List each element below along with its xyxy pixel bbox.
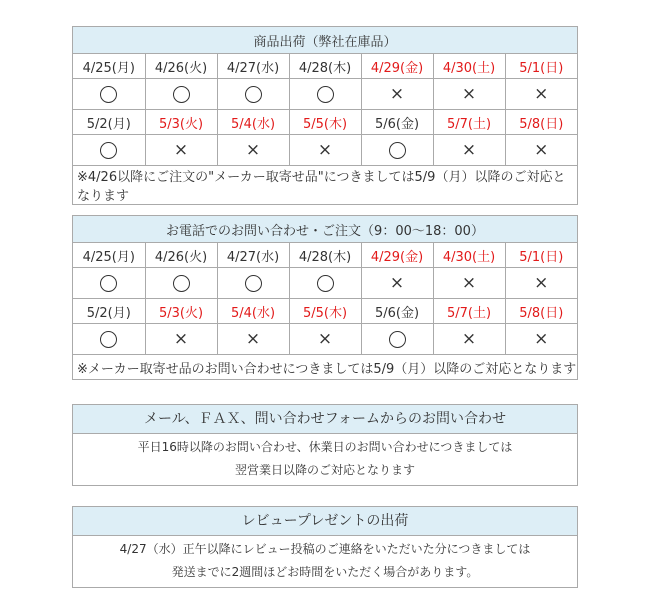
available-cell (217, 79, 289, 110)
circle-icon (245, 86, 262, 103)
cross-icon: × (461, 328, 477, 349)
phone-schedule (72, 215, 578, 380)
date-cell: 5/5(木) (289, 299, 361, 324)
cross-icon: × (173, 139, 189, 160)
available-cell (289, 268, 361, 299)
date-cell: 4/27(水) (217, 243, 289, 268)
unavailable-cell (289, 324, 361, 355)
date-cell: 5/2(月) (73, 110, 145, 135)
unavailable-cell (289, 135, 361, 166)
shipping-note: ※4/26以降にご注文の"メーカー取寄せ品"につきましては5/9（月）以降のご対応となります (73, 166, 577, 205)
shipping-table (73, 27, 577, 204)
date-cell: 4/30(土) (433, 243, 505, 268)
date-cell: 5/5(木) (289, 110, 361, 135)
shipping-title: 商品出荷（弊社在庫品） (73, 27, 577, 54)
review-line-2: 発送までに2週間ほどお時間をいただく場合があります。 (171, 565, 479, 579)
cross-icon: × (534, 139, 549, 160)
date-cell: 4/28(木) (289, 54, 361, 79)
cross-icon: × (317, 328, 333, 349)
date-cell: 5/3(火) (145, 299, 217, 324)
cross-icon: × (461, 272, 477, 293)
date-cell: 4/28(木) (289, 243, 361, 268)
unavailable-cell (505, 79, 577, 110)
shipping-mark-row-2 (73, 135, 577, 166)
cross-icon: × (534, 272, 549, 293)
unavailable-cell (145, 324, 217, 355)
date-cell: 5/3(火) (145, 110, 217, 135)
date-cell: 4/29(金) (361, 243, 433, 268)
mail-line-2: 翌営業日以降のご対応となります (234, 463, 415, 477)
shipping-mark-row-1 (73, 79, 577, 110)
review-title: レビュープレゼントの出荷 (73, 507, 577, 536)
date-cell: 5/8(日) (505, 110, 577, 135)
circle-icon (317, 86, 334, 103)
unavailable-cell (361, 79, 433, 110)
date-cell: 5/4(水) (217, 299, 289, 324)
unavailable-cell (505, 135, 577, 166)
phone-mark-row-1 (73, 268, 577, 299)
available-cell (145, 79, 217, 110)
available-cell (217, 268, 289, 299)
phone-date-row-2 (73, 299, 577, 324)
date-cell: 5/6(金) (361, 299, 433, 324)
date-cell: 5/1(日) (505, 54, 577, 79)
date-cell: 5/8(日) (505, 299, 577, 324)
date-cell: 5/1(日) (505, 243, 577, 268)
unavailable-cell (433, 268, 505, 299)
date-cell: 5/7(土) (433, 299, 505, 324)
shipping-date-row-2 (73, 110, 577, 135)
cross-icon: × (245, 328, 261, 349)
review-info (72, 506, 578, 588)
review-body (73, 536, 577, 587)
available-cell (289, 79, 361, 110)
mail-title: メール、ＦＡＸ、問い合わせフォームからのお問い合わせ (73, 405, 577, 434)
date-cell: 4/27(水) (217, 54, 289, 79)
date-cell: 4/26(火) (145, 243, 217, 268)
available-cell (73, 79, 145, 110)
circle-icon (100, 275, 117, 292)
unavailable-cell (361, 268, 433, 299)
available-cell (73, 135, 145, 166)
date-cell: 5/6(金) (361, 110, 433, 135)
cross-icon: × (389, 83, 405, 104)
cross-icon: × (534, 328, 549, 349)
available-cell (145, 268, 217, 299)
circle-icon (173, 275, 190, 292)
unavailable-cell (217, 135, 289, 166)
circle-icon (245, 275, 262, 292)
phone-table (73, 216, 577, 379)
mail-line-1: 平日16時以降のお問い合わせ、休業日のお問い合わせにつきましては (137, 440, 513, 454)
available-cell (361, 324, 433, 355)
date-cell: 4/25(月) (73, 243, 145, 268)
date-cell: 4/29(金) (361, 54, 433, 79)
review-line-1: 4/27（水）正午以降にレビュー投稿のご連絡をいただいた分につきましては (119, 542, 531, 556)
available-cell (361, 135, 433, 166)
phone-mark-row-2 (73, 324, 577, 355)
unavailable-cell (433, 324, 505, 355)
circle-icon (317, 275, 334, 292)
date-cell: 5/4(水) (217, 110, 289, 135)
cross-icon: × (317, 139, 333, 160)
shipping-schedule (72, 26, 578, 205)
circle-icon (389, 142, 406, 159)
cross-icon: × (461, 83, 477, 104)
phone-title: お電話でのお問い合わせ・ご注文（9：00〜18：00） (73, 216, 577, 243)
unavailable-cell (145, 135, 217, 166)
circle-icon (389, 331, 406, 348)
unavailable-cell (433, 79, 505, 110)
shipping-date-row-1 (73, 54, 577, 79)
date-cell: 4/30(土) (433, 54, 505, 79)
date-cell: 5/7(土) (433, 110, 505, 135)
mail-body (73, 434, 577, 485)
date-cell: 4/26(火) (145, 54, 217, 79)
circle-icon (100, 142, 117, 159)
phone-date-row-1 (73, 243, 577, 268)
unavailable-cell (217, 324, 289, 355)
mail-info (72, 404, 578, 486)
unavailable-cell (505, 324, 577, 355)
cross-icon: × (461, 139, 477, 160)
cross-icon: × (389, 272, 405, 293)
cross-icon: × (245, 139, 261, 160)
date-cell: 5/2(月) (73, 299, 145, 324)
unavailable-cell (505, 268, 577, 299)
phone-note: ※メーカー取寄せ品のお問い合わせにつきましては5/9（月）以降のご対応となります (73, 355, 577, 380)
circle-icon (173, 86, 190, 103)
unavailable-cell (433, 135, 505, 166)
circle-icon (100, 331, 117, 348)
available-cell (73, 324, 145, 355)
available-cell (73, 268, 145, 299)
cross-icon: × (534, 83, 549, 104)
cross-icon: × (173, 328, 189, 349)
circle-icon (100, 86, 117, 103)
date-cell: 4/25(月) (73, 54, 145, 79)
